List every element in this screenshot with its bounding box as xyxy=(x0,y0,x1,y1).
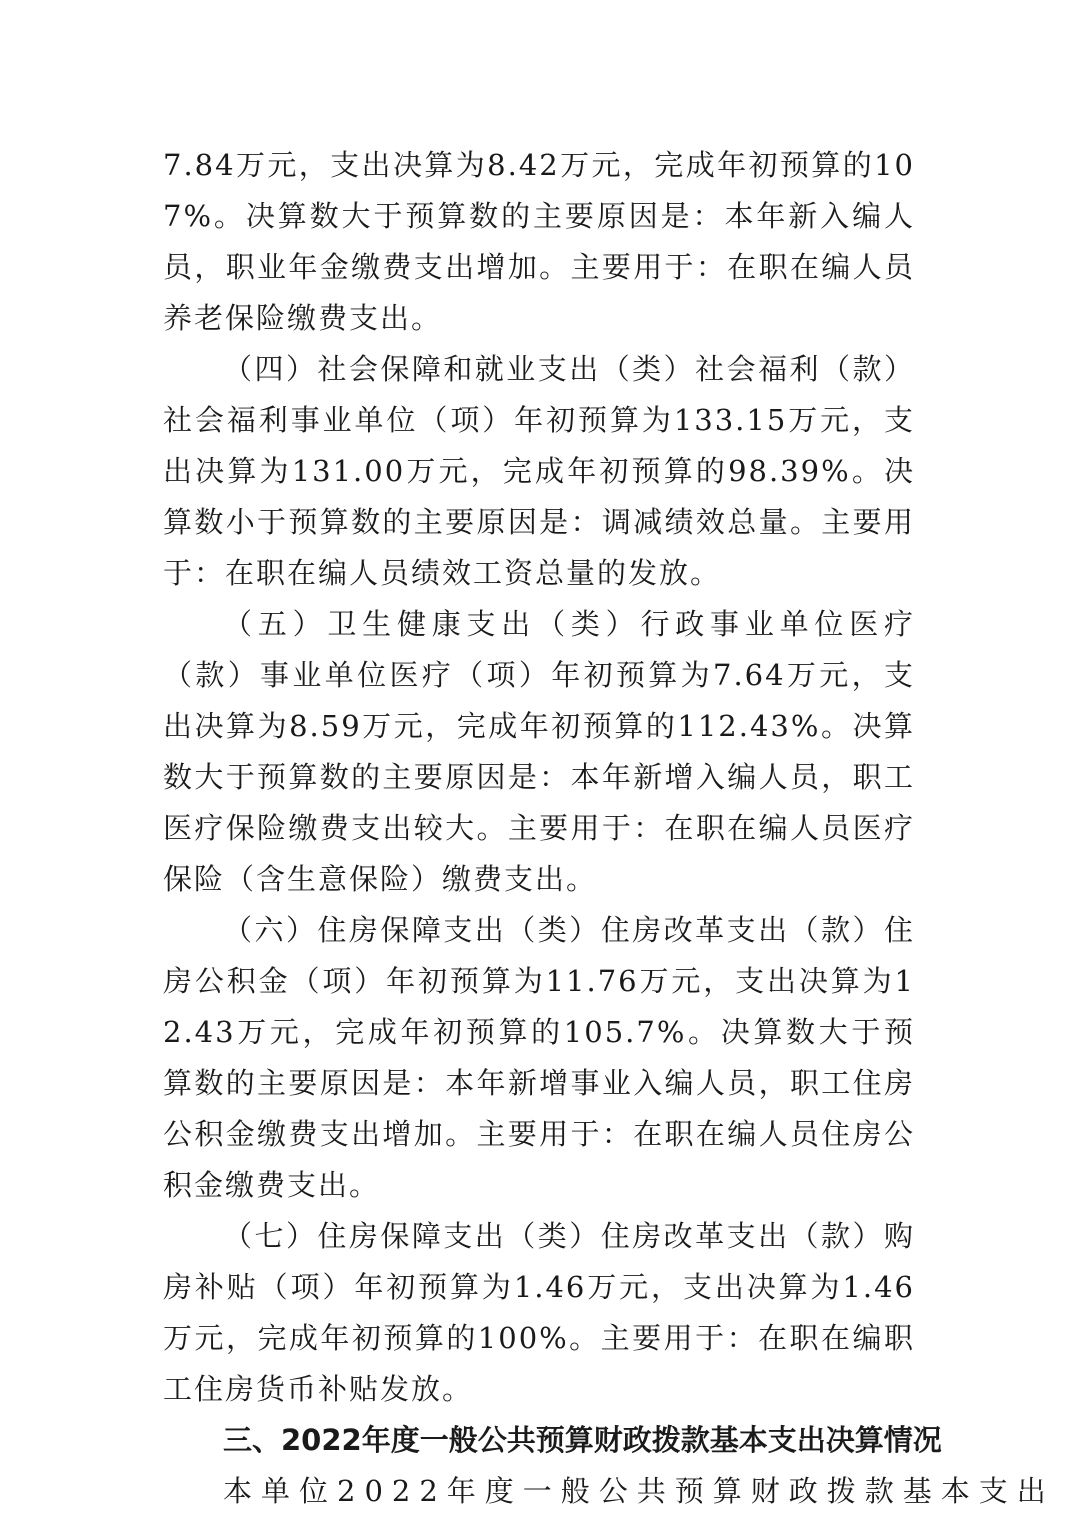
paragraph-pension-continued: 7.84万元，支出决算为8.42万元，完成年初预算的107%。决算数大于预算数的主要原因是：本年新入编人员，职业年金缴费支出增加。主要用于：在职在编人员养老保险缴费支出。 xyxy=(163,148,915,335)
paragraph-basic-expenditure-start: 本单位2022年度一般公共预算财政拨款基本支出 xyxy=(223,1474,1055,1508)
paragraph-social-welfare: （四）社会保障和就业支出（类）社会福利（款）社会福利事业单位（项）年初预算为133.15万元，支出决算为131.00万元，完成年初预算的98.39%。决算数小于预算数的主要原因是：调减绩效总量。主要用于：在职在编人员绩效工资总量的发放。 xyxy=(163,352,915,590)
paragraph-health: （五）卫生健康支出（类）行政事业单位医疗（款）事业单位医疗（项）年初预算为7.64万元，支出决算为8.59万元，完成年初预算的112.43%。决算数大于预算数的主要原因是：本年新增入编人员，职工医疗保险缴费支出较大。主要用于：在职在编人员医疗保险（含生意保险）缴费支出。 xyxy=(163,607,915,896)
document-body xyxy=(163,140,1055,1517)
paragraph-housing-subsidy: （七）住房保障支出（类）住房改革支出（款）购房补贴（项）年初预算为1.46万元，支出决算为1.46万元，完成年初预算的100%。主要用于：在职在编职工住房货币补贴发放。 xyxy=(163,1219,915,1406)
paragraph-housing-fund: （六）住房保障支出（类）住房改革支出（款）住房公积金（项）年初预算为11.76万元，支出决算为12.43万元，完成年初预算的105.7%。决算数大于预算数的主要原因是：本年新增事业入编人员，职工住房公积金缴费支出增加。主要用于：在职在编人员住房公积金缴费支出。 xyxy=(163,913,915,1202)
section-heading: 三、2022年度一般公共预算财政拨款基本支出决算情况 xyxy=(223,1423,942,1457)
